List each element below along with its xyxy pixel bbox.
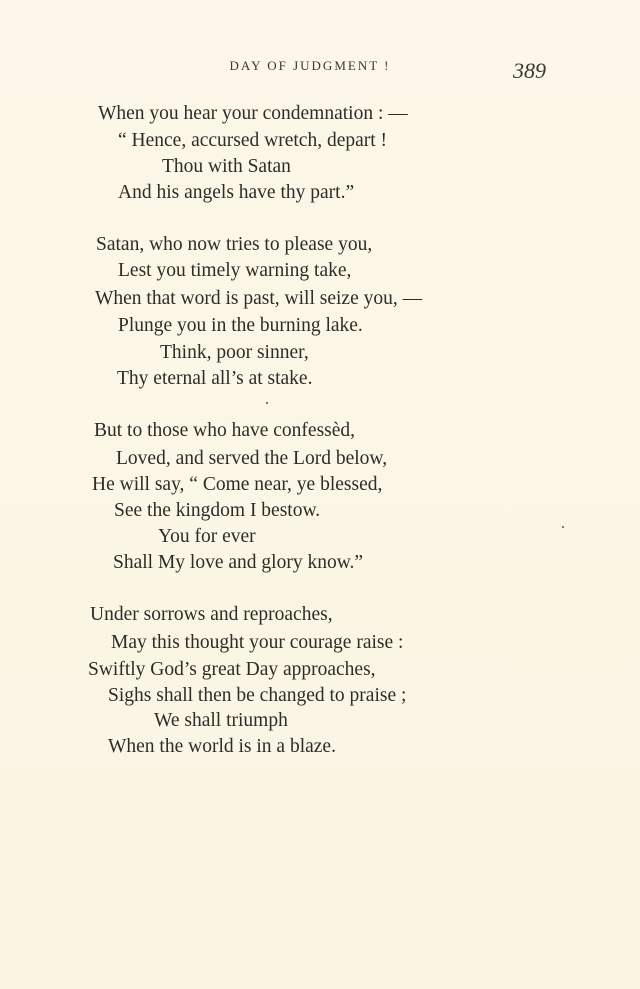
verse-line: Swiftly God’s great Day approaches, (88, 659, 376, 680)
verse-line: “ Hence, accursed wretch, depart ! (118, 130, 388, 151)
verse-line: Think, poor sinner, (160, 342, 309, 363)
verse-line: Thy eternal all’s at stake. (117, 368, 313, 389)
verse-line: And his angels have thy part.” (118, 182, 355, 203)
verse-line: When the world is in a blaze. (108, 736, 336, 757)
verse-line: Lest you timely warning take, (118, 260, 352, 281)
verse-line: When you hear your condemnation : — (98, 103, 408, 124)
verse-line: Thou with Satan (162, 156, 291, 177)
verse-line: Under sorrows and reproaches, (90, 604, 333, 625)
verse-line: But to those who have confessèd, (94, 420, 356, 441)
verse-line: Loved, and served the Lord below, (116, 448, 388, 469)
print-speck (266, 402, 268, 404)
page-number: 389 (513, 58, 546, 83)
verse-line: We shall triumph (154, 710, 288, 731)
verse-line: Satan, who now tries to please you, (96, 234, 373, 255)
verse-line: Sighs shall then be changed to praise ; (108, 685, 407, 706)
print-speck (562, 526, 564, 528)
verse-line: He will say, “ Come near, ye blessed, (92, 474, 383, 495)
verse-line: Shall My love and glory know.” (113, 552, 364, 573)
verse-line: You for ever (158, 526, 256, 547)
running-title: DAY OF JUDGMENT ! (229, 58, 391, 73)
verse-line: See the kingdom I bestow. (114, 500, 321, 521)
verse-line: When that word is past, will seize you, — (95, 288, 423, 309)
verse-line: Plunge you in the burning lake. (118, 315, 363, 336)
verse-line: May this thought your courage raise : (111, 632, 404, 653)
